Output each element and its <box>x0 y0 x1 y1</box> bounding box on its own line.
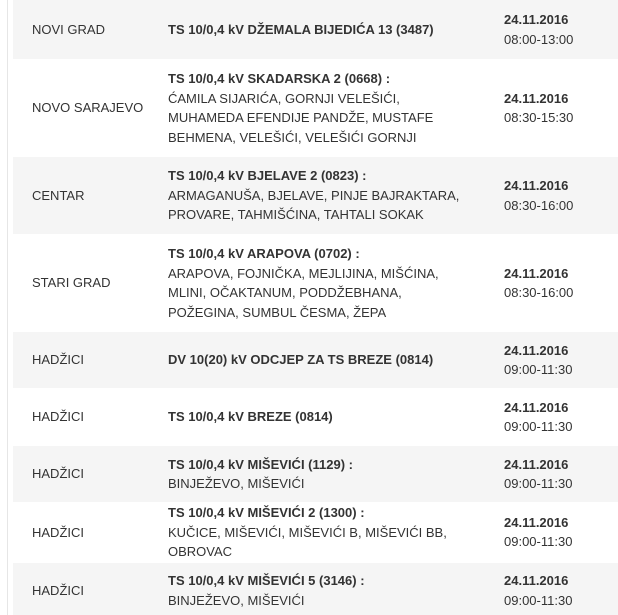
area-cell: NOVO SARAJEVO <box>13 60 149 157</box>
location-cell <box>149 332 480 389</box>
outage-time: 09:00-11:30 <box>504 476 573 491</box>
outage-date: 24.11.2016 <box>504 399 569 415</box>
outage-time: 09:00-11:30 <box>504 362 573 377</box>
outage-time: 08:30-15:30 <box>504 110 574 125</box>
substation-title: TS 10/0,4 kV BREZE (0814) <box>168 409 333 425</box>
date-cell <box>480 389 618 446</box>
date-cell <box>480 235 618 332</box>
table-row <box>13 503 618 563</box>
location-cell <box>149 503 480 563</box>
area-cell: HADŽICI <box>13 503 149 563</box>
affected-streets: ĆAMILA SIJARIĆA, GORNJI VELEŠIĆI, MUHAMEDA EFENDIJE PANDŽE, MUSTAFE BEHMENA, VELEŠIĆI, VELEŠIĆI GORNJI <box>168 90 434 145</box>
outage-time: 09:00-11:30 <box>504 592 573 608</box>
table-row <box>13 157 618 235</box>
outage-time: 08:00-13:00 <box>504 31 574 47</box>
location-cell <box>149 389 480 446</box>
table-row <box>13 332 618 389</box>
affected-streets: BINJEŽEVO, MIŠEVIĆI <box>168 476 305 491</box>
date-cell <box>480 446 618 503</box>
affected-streets: ARAPOVA, FOJNIČKA, MEJLIJINA, MIŠĆINA, MLINI, OČAKTANUM, PODDŽEBHANA, POŽEGINA, SUMBUL ČESMA, ŽEPA <box>168 265 439 320</box>
outage-date: 24.11.2016 <box>504 456 569 472</box>
substation-title: TS 10/0,4 kV MIŠEVIĆI 5 (3146) : <box>168 573 365 588</box>
outage-date: 24.11.2016 <box>504 514 569 530</box>
area-cell: HADŽICI <box>13 446 149 503</box>
outage-date: 24.11.2016 <box>504 342 569 358</box>
outage-date: 24.11.2016 <box>504 265 569 281</box>
substation-title: TS 10/0,4 kV MIŠEVIĆI (1129) : <box>168 456 353 472</box>
date-cell <box>480 503 618 563</box>
date-cell <box>480 60 618 157</box>
affected-streets: ARMAGANUŠA, BJELAVE, PINJE BAJRAKTARA, PROVARE, TAHMIŠĆINA, TAHTALI SOKAK <box>168 187 460 223</box>
substation-title: TS 10/0,4 kV MIŠEVIĆI 2 (1300) : <box>168 505 365 520</box>
area-cell: HADŽICI <box>13 332 149 389</box>
table-row <box>13 0 618 60</box>
area-cell: STARI GRAD <box>13 235 149 332</box>
substation-title: TS 10/0,4 kV ARAPOVA (0702) : <box>168 246 360 261</box>
outage-date: 24.11.2016 <box>504 178 569 193</box>
outage-date: 24.11.2016 <box>504 12 569 27</box>
outage-date: 24.11.2016 <box>504 573 569 588</box>
location-cell <box>149 157 480 235</box>
area-cell: HADŽICI <box>13 562 149 615</box>
area-cell: CENTAR <box>13 157 149 235</box>
table-row <box>13 235 618 332</box>
outage-table <box>13 0 618 615</box>
outage-time: 09:00-11:30 <box>504 419 573 434</box>
location-cell <box>149 0 480 60</box>
date-cell <box>480 157 618 235</box>
outage-time: 08:30-16:00 <box>504 285 574 300</box>
location-cell <box>149 60 480 157</box>
outage-time: 08:30-16:00 <box>504 197 574 213</box>
area-cell: NOVI GRAD <box>13 0 149 60</box>
date-cell <box>480 562 618 615</box>
substation-title: TS 10/0,4 kV DŽEMALA BIJEDIĆA 13 (3487) <box>168 21 434 37</box>
table-row <box>13 389 618 446</box>
area-cell: HADŽICI <box>13 389 149 446</box>
table-row <box>13 562 618 615</box>
date-cell <box>480 0 618 60</box>
left-divider <box>7 0 8 615</box>
location-cell <box>149 446 480 503</box>
substation-title: DV 10(20) kV ODCJEP ZA TS BREZE (0814) <box>168 352 434 368</box>
substation-title: TS 10/0,4 kV SKADARSKA 2 (0668) : <box>168 71 391 86</box>
location-cell <box>149 235 480 332</box>
location-cell <box>149 562 480 615</box>
outage-time: 09:00-11:30 <box>504 534 573 550</box>
date-cell <box>480 332 618 389</box>
affected-streets: BINJEŽEVO, MIŠEVIĆI <box>168 592 305 608</box>
table-row <box>13 446 618 503</box>
outage-date: 24.11.2016 <box>504 90 569 106</box>
substation-title: TS 10/0,4 kV BJELAVE 2 (0823) : <box>168 168 367 184</box>
table-row <box>13 60 618 157</box>
affected-streets: KUČICE, MIŠEVIĆI, MIŠEVIĆI B, MIŠEVIĆI BB, OBROVAC <box>168 524 447 559</box>
